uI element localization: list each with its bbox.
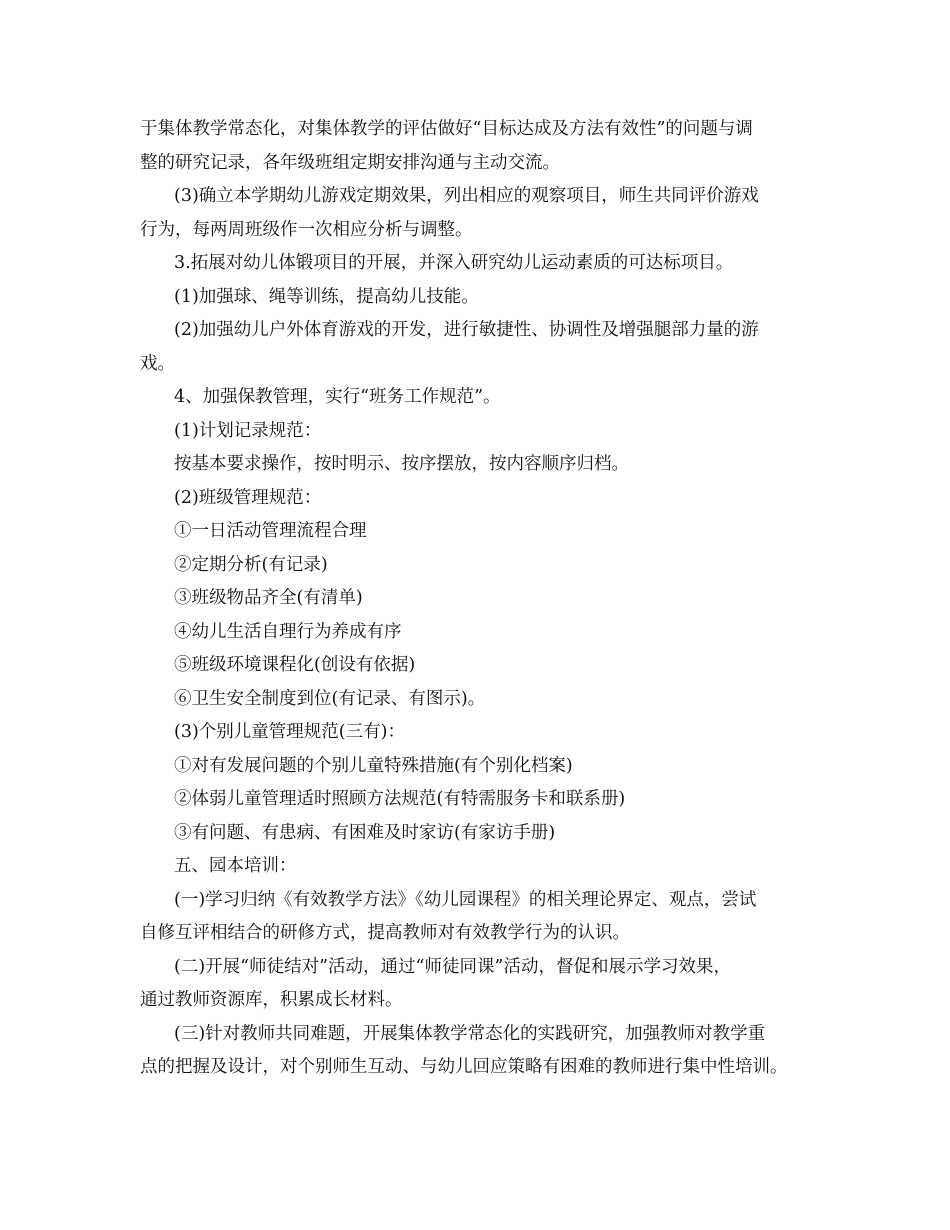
text-line: 按基本要求操作，按时明示、按序摆放，按内容顺序归档。 bbox=[174, 454, 629, 474]
text-line: ③班级物品齐全(有清单) bbox=[174, 588, 363, 608]
text-line: (1)加强球、绳等训练，提高幼儿技能。 bbox=[174, 286, 479, 307]
text-line: 整的研究记录，各年级班组定期安排沟通与主动交流。 bbox=[140, 152, 560, 173]
text-line: 戏。 bbox=[140, 353, 175, 374]
text-line: 4、加强保教管理，实行“班务工作规范”。 bbox=[174, 387, 501, 407]
text-line: ⑤班级环境课程化(创设有依据) bbox=[174, 655, 416, 675]
text-line: 通过教师资源库，积累成长材料。 bbox=[140, 990, 403, 1010]
text-line: ②定期分析(有记录) bbox=[174, 554, 328, 575]
text-line: 点的把握及设计，对个别师生互动、与幼儿回应策略有困难的教师进行集中性培训。 bbox=[140, 1057, 788, 1077]
text-line: (3)确立本学期幼儿游戏定期效果，列出相应的观察项目，师生共同评价游戏 bbox=[174, 186, 759, 206]
text-line: 于集体教学常态化，对集体教学的评估做好“目标达成及方法有效性”的问题与调 bbox=[140, 119, 753, 139]
text-line: ⑥卫生安全制度到位(有记录、有图示)。 bbox=[174, 688, 486, 709]
text-line: 自修互评相结合的研修方式，提高教师对有效教学行为的认识。 bbox=[140, 923, 630, 943]
text-line: ④幼儿生活自理行为养成有序 bbox=[174, 621, 402, 642]
text-line: 五、园本培训： bbox=[174, 856, 297, 876]
text-line: (1)计划记录规范： bbox=[174, 420, 322, 441]
text-line: ②体弱儿童管理适时照顾方法规范(有特需服务卡和联系册) bbox=[174, 789, 626, 809]
text-line: ①对有发展问题的个别儿童特殊措施(有个别化档案) bbox=[174, 755, 573, 776]
text-line: (二)开展“师徒结对”活动，通过“师徒同课”活动，督促和展示学习效果， bbox=[174, 956, 731, 977]
text-line: ①一日活动管理流程合理 bbox=[174, 521, 367, 541]
text-line: 3.拓展对幼儿体锻项目的开展，并深入研究幼儿运动素质的可达标项目。 bbox=[174, 253, 734, 273]
text-line: 行为，每两周班级作一次相应分析与调整。 bbox=[140, 219, 473, 240]
text-line: (一)学习归纳《有效教学方法》《幼儿园课程》的相关理论界定、观点，尝试 bbox=[174, 889, 757, 910]
text-line: (三)针对教师共同难题，开展集体教学常态化的实践研究，加强教师对教学重 bbox=[174, 1023, 766, 1044]
text-line: (2)班级管理规范： bbox=[174, 487, 322, 508]
text-line: (3)个别儿童管理规范(三有)： bbox=[174, 722, 405, 742]
text-line: (2)加强幼儿户外体育游戏的开发，进行敏捷性、协调性及增强腿部力量的游 bbox=[174, 320, 759, 340]
document-body bbox=[140, 113, 820, 1085]
text-line: ③有问题、有患病、有困难及时家访(有家访手册) bbox=[174, 822, 556, 843]
